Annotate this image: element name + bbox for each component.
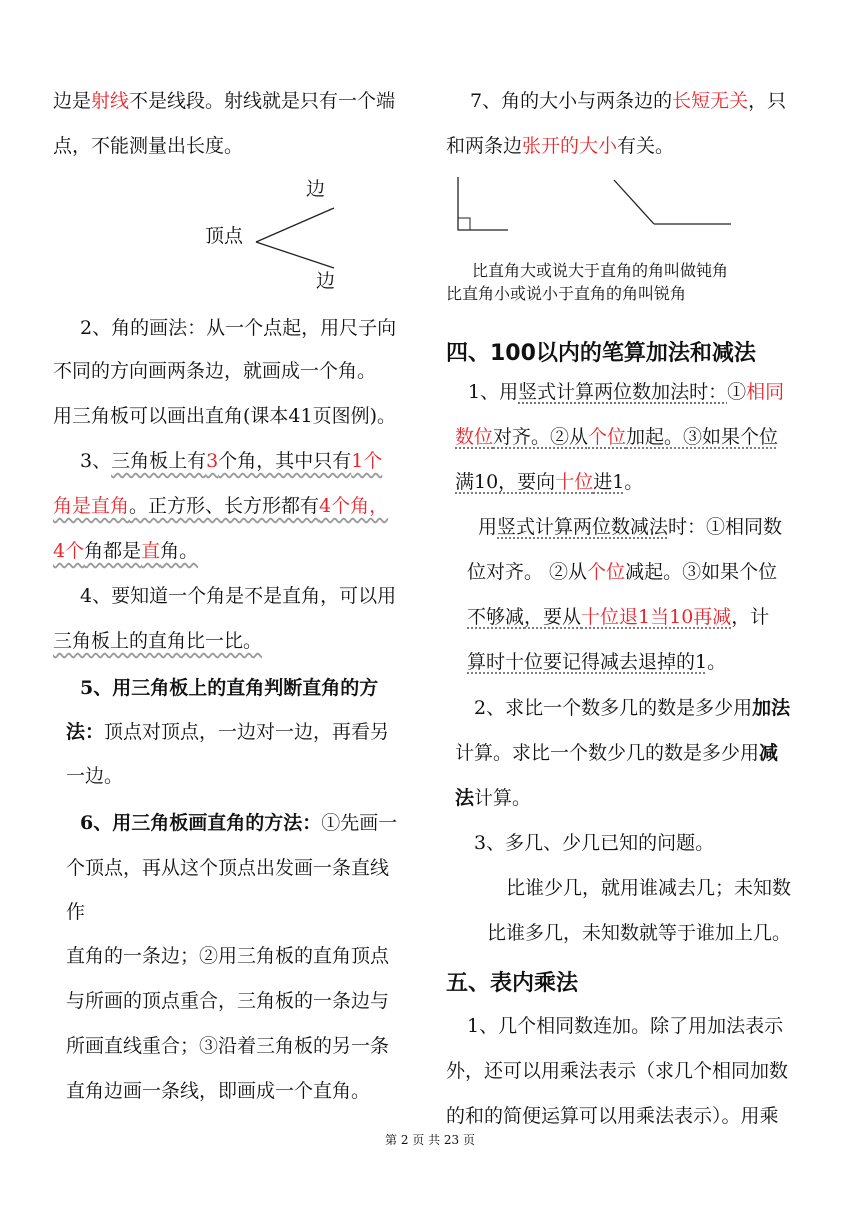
s1b-line-3: 不够减，要从十位退1当10再减，计 (467, 606, 770, 628)
left-line-2: 点，不能测量出长度。 (53, 135, 244, 157)
section-heading-4: 四、100以内的笔算加法和减法 (446, 341, 756, 366)
p6-line-6: 所画直线重合；③沿着三角板的另一条 (66, 1035, 390, 1057)
s5-line-3: 的和的简便运算可以用乘法表示）。用乘 (446, 1105, 779, 1127)
s1b-line-2: 位对齐。 ②从个位减起。③如果个位 (467, 561, 778, 583)
p6-line-5: 与所画的顶点重合，三角板的一条边与 (66, 990, 390, 1012)
p7-line-2: 和两条边张开的大小有关。 (446, 135, 675, 157)
diagram-side-bottom-label: 边 (316, 270, 336, 292)
p6-line-3: 作 (66, 901, 86, 923)
right-and-obtuse-angle-diagram (446, 172, 776, 242)
p6-line-7: 直角边画一条线，即画成一个直角。 (66, 1080, 371, 1102)
p7-line-1: 7、角的大小与两条边的长短无关，只 (470, 90, 787, 112)
s1b-line-4: 算时十位要记得减去退掉的1。 (467, 651, 727, 673)
s3-line-3: 比谁多几，未知数就等于谁加上几。 (487, 922, 792, 944)
p2-line-3: 用三角板可以画出直角(课本41页图例)。 (53, 405, 397, 427)
p3-line-2: 角是直角。正方形、长方形都有4个角， (53, 495, 389, 517)
caption-acute: 比直角小或说小于直角的角叫锐角 (446, 284, 687, 303)
s2-line-3: 法计算。 (455, 787, 532, 809)
caption-obtuse: 比直角大或说大于直角的角叫做钝角 (472, 261, 729, 280)
s2-line-1: 2、求比一个数多几的数是多少用加法 (474, 697, 791, 719)
p2-line-1: 2、角的画法：从一个点起，用尺子向 (80, 317, 397, 339)
p3-line-3: 4个角都是直角。 (53, 540, 199, 562)
s2-line-2: 计算。求比一个数少几的数是多少用减 (455, 742, 779, 764)
diagram-side-top-label: 边 (306, 178, 326, 200)
p5-line-1: 5、用三角板上的直角判断直角的方 (80, 677, 379, 699)
p4-line-2: 三角板上的直角比一比。 (53, 630, 263, 652)
s3-line-1: 3、多几、少几已知的问题。 (474, 832, 715, 854)
s1b-line-1: 用竖式计算两位数减法时：①相同数 (478, 516, 783, 538)
p6-line-1: 6、用三角板画直角的方法：①先画一 (80, 812, 398, 834)
s1-line-2: 数位对齐。②从个位加起。③如果个位 (455, 426, 779, 448)
p5-line-3: 一边。 (66, 765, 124, 787)
s3-line-2: 比谁少几，就用谁减去几；未知数 (506, 877, 792, 899)
s5-line-1: 1、几个相同数连加。除了用加法表示 (467, 1015, 784, 1037)
s1-line-1: 1、用竖式计算两位数加法时：①相同 (468, 381, 785, 403)
page-footer: 第 2 页 共 23 页 (385, 1133, 475, 1147)
p6-line-4: 直角的一条边；②用三角板的直角顶点 (66, 945, 390, 967)
p2-line-2: 不同的方向画两条边，就画成一个角。 (53, 360, 377, 382)
left-line-1: 边是射线不是线段。射线就是只有一个端 (53, 90, 396, 112)
s5-line-2: 外，还可以用乘法表示（求几个相同加数 (446, 1060, 789, 1082)
p4-line-1: 4、要知道一个角是不是直角，可以用 (80, 585, 397, 607)
section-heading-5: 五、表内乘法 (446, 971, 579, 996)
s1-line-3: 满10，要向十位进1。 (455, 471, 644, 493)
angle-diagram (250, 200, 390, 280)
diagram-vertex-label: 顶点 (205, 225, 244, 247)
p3-line-1: 3、三角板上有3个角，其中只有1个 (80, 450, 383, 472)
p5-line-2: 法：顶点对顶点，一边对一边，再看另 (66, 721, 390, 743)
p6-line-2: 个顶点，再从这个顶点出发画一条直线 (66, 857, 390, 879)
